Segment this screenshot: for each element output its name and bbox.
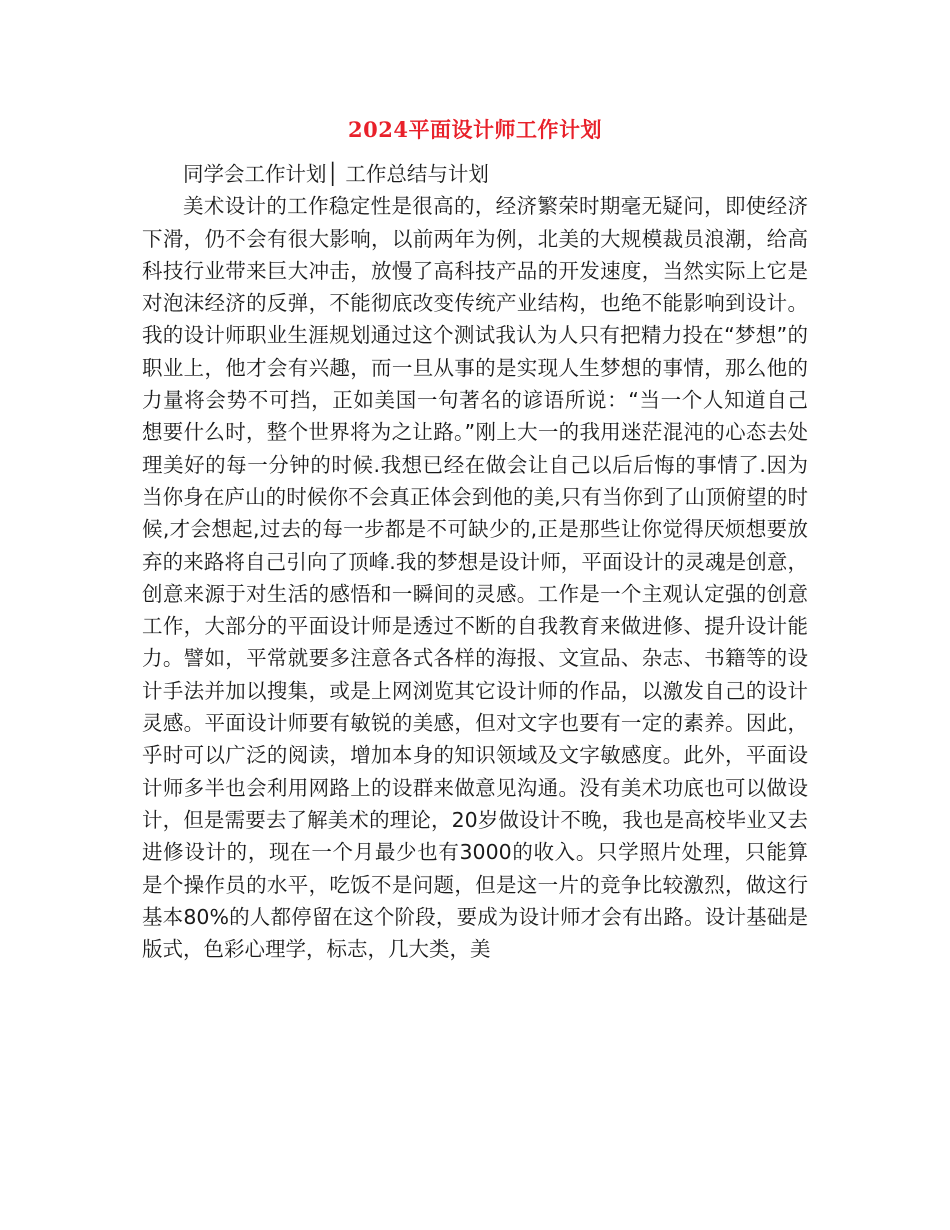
document-body <box>142 158 808 965</box>
body-paragraph: 美术设计的工作稳定性是很高的，经济繁荣时期毫无疑问，即使经济下滑，仍不会有很大影响，以前两年为例，北美的大规模裁员浪潮，给高科技行业带来巨大冲击，放慢了高科技产品的开发速度，当然实际上它是对泡沫经济的反弹，不能彻底改变传统产业结构，也绝不能影响到设计。我的设计师职业生涯规划通过这个测试我认为人只有把精力投在“梦想”的职业上，他才会有兴趣，而一旦从事的是实现人生梦想的事情，那么他的力量将会势不可挡，正如美国一句著名的谚语所说：“当一个人知道自己想要什么时，整个世界将为之让路。”刚上大一的我用迷茫混沌的心态去处理美好的每一分钟的时候.我想已经在做会让自己以后后悔的事情了.因为当你身在庐山的时候你不会真正体会到他的美,只有当你到了山顶俯望的时候,才会想起,过去的每一步都是不可缺少的,正是那些让你觉得厌烦想要放弃的来路将自己引向了顶峰.我的梦想是设计师，平面设计的灵魂是创意，创意来源于对生活的感悟和一瞬间的灵感。工作是一个主观认定强的创意工作，大部分的平面设计师是透过不断的自我教育来做进修、提升设计能力。譬如，平常就要多注意各式各样的海报、文宣品、杂志、书籍等的设计手法并加以搜集，或是上网浏览其它设计师的作品，以激发自己的设计灵感。平面设计师要有敏锐的美感，但对文字也要有一定的素养。因此，乎时可以广泛的阅读，增加本身的知识领域及文字敏感度。此外，平面设计师多半也会利用网路上的设群来做意见沟通。没有美术功底也可以做设计，但是需要去了解美术的理论，20岁做设计不晚，我也是高校毕业又去进修设计的，现在一个月最少也有3000的收入。只学照片处理，只能算是个操作员的水平，吃饭不是问题，但是这一片的竞争比较激烈，做这行基本80%的人都停留在这个阶段，要成为设计师才会有出路。设计基础是版式，色彩心理学，标志，几大类，美 <box>142 194 808 962</box>
document-title: 2024平面设计师工作计划 <box>348 117 602 142</box>
subtitle-line: 同学会工作计划│ 工作总结与计划 <box>183 162 489 186</box>
